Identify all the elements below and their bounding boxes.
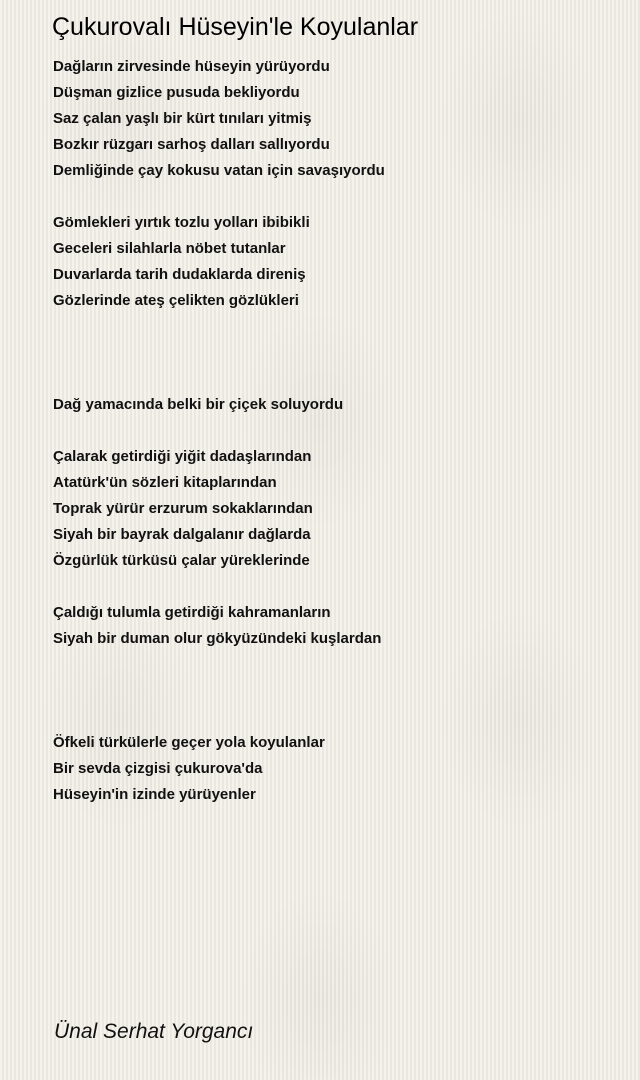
stanza-break [53,574,613,600]
poem-line: Siyah bir duman olur gökyüzündeki kuşlardan [53,630,382,647]
poem-line: Dağların zirvesinde hüseyin yürüyordu [53,58,330,75]
stanza-break [53,184,613,210]
poem-author: Ünal Serhat Yorgancı [54,1020,254,1043]
poem-line: Demliğinde çay kokusu vatan için savaşıyordu [53,162,385,179]
poem-line: Saz çalan yaşlı bir kürt tınıları yitmiş [53,110,312,127]
poem-line: Toprak yürür erzurum sokaklarından [53,500,313,517]
poem-body [53,54,613,808]
stanza-1 [53,54,613,184]
poem-line: Bir sevda çizgisi çukurova'da [53,760,263,777]
stanza-break [53,418,613,444]
poem-line: Çaldığı tulumla getirdiği kahramanların [53,604,331,621]
stanza-3 [53,392,613,418]
stanza-break [53,314,613,392]
poem-line: Hüseyin'in izinde yürüyenler [53,786,256,803]
poem-line: Gömlekleri yırtık tozlu yolları ibibikli [53,214,310,231]
poem-line: Geceleri silahlarla nöbet tutanlar [53,240,286,257]
poem-line: Bozkır rüzgarı sarhoş dalları sallıyordu [53,136,330,153]
stanza-2 [53,210,613,314]
poem-line: Dağ yamacında belki bir çiçek soluyordu [53,396,344,413]
poem-line: Atatürk'ün sözleri kitaplarından [53,474,277,491]
poem-line: Öfkeli türkülerle geçer yola koyulanlar [53,734,325,751]
poem-line: Özgürlük türküsü çalar yüreklerinde [53,552,310,569]
stanza-5 [53,600,613,652]
poem-line: Siyah bir bayrak dalgalanır dağlarda [53,526,311,543]
poem-title: Çukurovalı Hüseyin'le Koyulanlar [52,13,419,41]
poem-line: Duvarlarda tarih dudaklarda direniş [53,266,306,283]
stanza-break [53,652,613,730]
poem-line: Gözlerinde ateş çelikten gözlükleri [53,292,299,309]
stanza-6 [53,730,613,808]
poem-line: Çalarak getirdiği yiğit dadaşlarından [53,448,312,465]
stanza-4 [53,444,613,574]
poem-line: Düşman gizlice pusuda bekliyordu [53,84,300,101]
